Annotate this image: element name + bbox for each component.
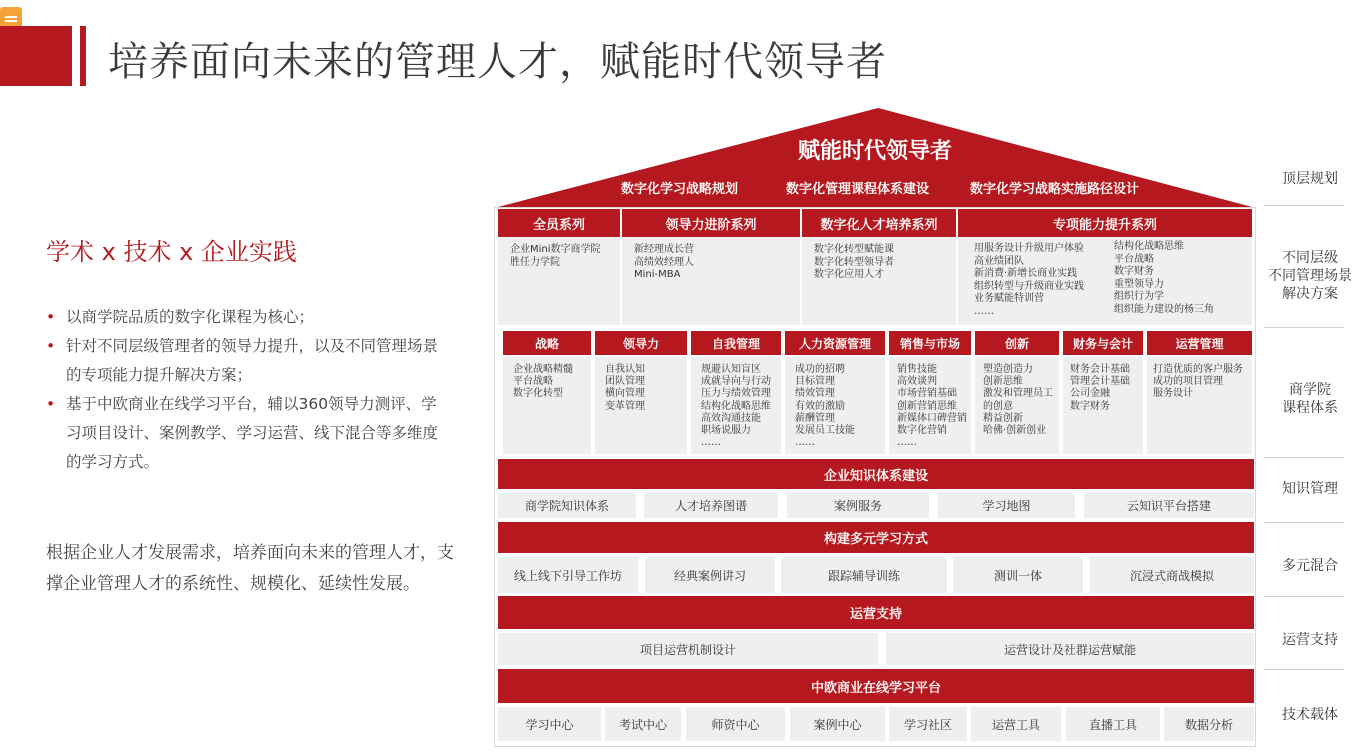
bullet-dot: •: [46, 395, 56, 413]
divider: [1264, 205, 1344, 206]
series-line: 组织转型与升级商业实践: [974, 280, 1084, 292]
series-header: 数字化人才培养系列: [802, 209, 956, 237]
course-line: 绩效管理: [795, 388, 835, 400]
course-line: 薪酬管理: [795, 412, 835, 424]
bullet-dot: •: [46, 308, 56, 326]
series-header: 领导力进阶系列: [622, 209, 800, 237]
series-detail: [958, 237, 1252, 325]
course-line: 压力与绩效管理: [701, 388, 771, 400]
divider: [1264, 522, 1344, 523]
summary-text: 根据企业人才发展需求，培养面向未来的管理人才，支撑企业管理人才的系统性、规模化、延续性发展。: [46, 543, 454, 594]
platform-item: 数据分析: [1164, 707, 1254, 741]
course-line: 公司金融: [1070, 388, 1110, 400]
course-header: 销售与市场: [889, 331, 971, 355]
platform-item: 案例中心: [790, 707, 885, 741]
knowledge-band: 企业知识体系建设: [498, 459, 1254, 489]
course-line: 数字化转型: [513, 388, 563, 400]
series-line: 企业Mini数字商学院: [510, 244, 601, 255]
course-line: 发展员工技能: [795, 425, 855, 437]
platform-item: 运营工具: [971, 707, 1061, 741]
course-line: 企业战略精髓: [513, 364, 573, 375]
course-line: ……: [701, 437, 721, 449]
layer-label-solutions: 不同层级 不同管理场景 解决方案: [1268, 250, 1352, 302]
course-line: 高效沟通技能: [701, 412, 761, 424]
subtitle: 学术 x 技术 x 企业实践: [46, 238, 297, 266]
series-line: ……: [974, 305, 994, 317]
platform-item: 师资中心: [686, 707, 785, 741]
course-line: 创新营销思维: [897, 400, 957, 412]
operation-item: 运营设计及社群运营赋能: [886, 633, 1254, 665]
course-header: 领导力: [595, 331, 687, 355]
series-line: 胜任力学院: [510, 256, 560, 268]
series-line: 平台战略: [1114, 253, 1154, 265]
series-header: 全员系列: [498, 209, 620, 237]
course-header: 人力资源管理: [785, 331, 885, 355]
course-detail: [785, 357, 885, 454]
course-detail: [889, 357, 971, 454]
course-line: 职场说服力: [701, 425, 751, 437]
operation-item: 项目运营机制设计: [498, 633, 878, 665]
course-line: 成就导向与行动: [701, 376, 771, 388]
series-header: 专项能力提升系列: [958, 209, 1252, 237]
series-detail: [802, 237, 956, 325]
bullet-item: [46, 332, 451, 390]
series-line: 新经理成长营: [634, 244, 694, 255]
course-line: 结构化战略思维: [701, 400, 771, 412]
bullet-dot: •: [46, 337, 56, 355]
divider: [1264, 457, 1344, 458]
course-line: 有效的激励: [795, 400, 845, 412]
knowledge-item: 商学院知识体系: [498, 493, 636, 518]
series-line: 重塑领导力: [1114, 278, 1164, 290]
course-detail: [595, 357, 687, 454]
course-line: 高效谈判: [897, 376, 937, 388]
course-line: 变革管理: [605, 400, 645, 412]
divider: [1264, 596, 1344, 597]
roof-item: 数字化学习战略规划: [621, 182, 739, 197]
series-line: 高绩效经理人: [634, 256, 694, 268]
title-accent-bar: [80, 26, 86, 86]
platform-item: 考试中心: [605, 707, 681, 741]
operation-band: 运营支持: [498, 596, 1254, 629]
series-line: 新消费·新增长商业实践: [974, 268, 1078, 279]
series-line: 业务赋能特训营: [974, 293, 1044, 304]
series-line: 用服务设计升级用户体验: [974, 243, 1084, 254]
course-line: 成功的项目管理: [1153, 376, 1223, 388]
course-line: 哈佛·创新创业: [983, 425, 1047, 437]
knowledge-item: 人才培养图谱: [644, 493, 778, 518]
course-line: 横向管理: [605, 388, 645, 400]
course-line: 精益创新: [983, 412, 1023, 424]
course-line: 成功的招聘: [795, 364, 845, 375]
course-header: 财务与会计: [1063, 331, 1143, 355]
course-line: 激发和管理员工: [983, 388, 1053, 400]
blended-band: 构建多元学习方式: [498, 522, 1254, 553]
course-line: 规避认知盲区: [701, 364, 761, 375]
course-line: 数字财务: [1070, 400, 1110, 412]
layer-label-knowledge: 知识管理: [1282, 481, 1338, 497]
layer-label-blended: 多元混合: [1282, 558, 1338, 574]
course-line: 打造优质的客户服务: [1153, 364, 1243, 375]
course-line: 平台战略: [513, 376, 553, 388]
layer-label-tech: 技术载体: [1282, 707, 1338, 723]
series-line: 组织能力建设的杨三角: [1114, 303, 1214, 315]
course-line: 自我认知: [605, 364, 645, 375]
course-line: 市场营销基础: [897, 388, 957, 400]
bullet-text: 针对不同层级管理者的领导力提升，以及不同管理场景的专项能力提升解决方案；: [66, 337, 439, 384]
course-header: 战略: [503, 331, 591, 355]
series-line: 数字化应用人才: [814, 269, 884, 280]
series-detail: [622, 237, 800, 325]
course-detail: [975, 357, 1059, 454]
platform-item: 直播工具: [1066, 707, 1160, 741]
bullet-text: 基于中欧商业在线学习平台，辅以360领导力测评、学习项目设计、案例教学、学习运营、线下混合等多维度的学习方式。: [66, 395, 439, 471]
page-title: 培养面向未来的管理人才，赋能时代领导者: [108, 39, 887, 85]
course-detail: [1063, 357, 1143, 454]
roof-title: 赋能时代领导者: [797, 139, 952, 164]
blended-item: 沉浸式商战模拟: [1090, 557, 1254, 593]
bullet-text: 以商学院品质的数字化课程为核心；: [66, 308, 315, 326]
course-header: 创新: [975, 331, 1059, 355]
blended-item: 经典案例讲习: [645, 557, 775, 593]
course-line: 的创意: [983, 400, 1013, 412]
platform-item: 学习社区: [889, 707, 967, 741]
blended-item: 测训一体: [953, 557, 1083, 593]
course-line: ……: [897, 437, 917, 449]
bullet-item: [46, 303, 451, 332]
knowledge-item: 案例服务: [787, 493, 929, 518]
course-line: 销售技能: [897, 364, 937, 375]
course-line: 目标管理: [795, 376, 835, 388]
course-line: 创新思维: [983, 376, 1023, 388]
course-detail: [1147, 357, 1252, 454]
blended-item: 跟踪辅导训练: [781, 557, 947, 593]
course-line: 新媒体口碑营销: [897, 412, 967, 424]
course-line: 财务会计基础: [1070, 364, 1130, 375]
series-line: 数字化转型赋能课: [814, 244, 894, 255]
course-detail: [503, 357, 591, 454]
series-line: Mini-MBA: [634, 269, 681, 280]
knowledge-item: 学习地图: [938, 493, 1075, 518]
course-header: 运营管理: [1147, 331, 1252, 355]
series-line: 结构化战略思维: [1114, 241, 1184, 252]
knowledge-item: 云知识平台搭建: [1084, 493, 1254, 518]
platform-item: 学习中心: [498, 707, 601, 741]
series-detail: [498, 237, 620, 325]
blended-item: 线上线下引导工作坊: [498, 557, 638, 593]
course-line: ……: [795, 437, 815, 449]
layer-label-top: 顶层规划: [1282, 171, 1338, 187]
layer-label-operation: 运营支持: [1282, 632, 1338, 648]
course-line: 塑造创造力: [983, 364, 1033, 375]
platform-band: 中欧商业在线学习平台: [498, 669, 1254, 703]
layer-label-courses: 商学院 课程体系: [1282, 382, 1338, 416]
title-accent-block: [0, 26, 72, 86]
course-line: 管理会计基础: [1070, 376, 1130, 388]
series-line: 数字化转型领导者: [814, 256, 894, 268]
divider: [1264, 327, 1344, 328]
bullet-item: [46, 390, 451, 477]
course-header: 自我管理: [691, 331, 781, 355]
series-line: 组织行为学: [1114, 291, 1164, 302]
series-line: 数字财务: [1114, 266, 1154, 277]
roof-item: 数字化学习战略实施路径设计: [970, 182, 1140, 197]
roof-item: 数字化管理课程体系建设: [786, 182, 930, 197]
course-line: 数字化营销: [897, 425, 947, 437]
course-line: 团队管理: [605, 376, 645, 388]
course-line: 服务设计: [1153, 388, 1193, 400]
course-detail: [691, 357, 781, 454]
divider: [1264, 669, 1344, 670]
series-line: 高业绩团队: [974, 255, 1024, 267]
